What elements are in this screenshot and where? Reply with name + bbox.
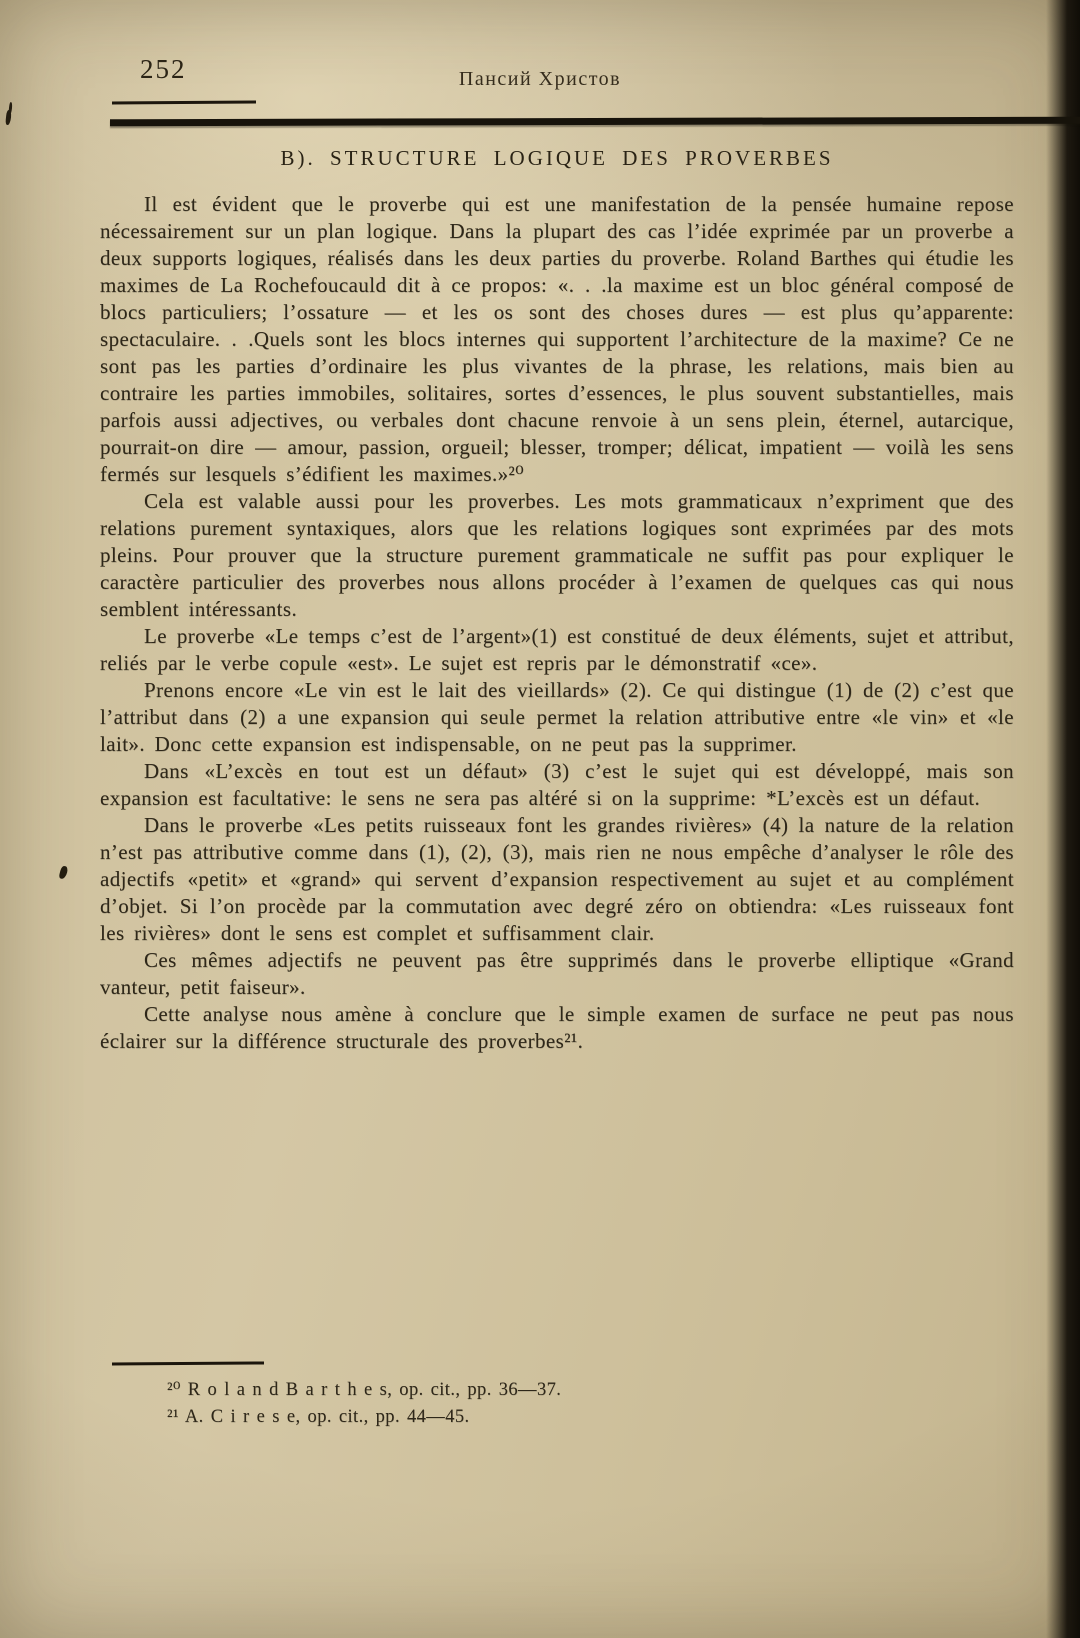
section-title: B). STRUCTURE LOGIQUE DES PROVERBES [280, 146, 834, 170]
paragraph: Cette analyse nous amène à conclure que le simple examen de surface ne peut pas nous éclairer sur la différence structurale des proverbes²¹. [100, 1002, 1014, 1053]
book-gutter-shadow [1046, 0, 1080, 1638]
paragraph: Le proverbe «Le temps c’est de l’argent»(1) est constitué de deux éléments, sujet et attribut, reliés par le verbe copule «est». Le sujet est repris par le démonstratif «ce». [100, 624, 1014, 675]
footnote-list [112, 1377, 1000, 1431]
header-rule [110, 117, 1080, 127]
footnote: ²¹ A. C i r e s e, op. cit., pp. 44—45. [167, 1407, 470, 1427]
paragraph: Cela est valable aussi pour les proverbes. Les mots grammaticaux n’expriment que des relations purement syntaxiques, alors que les relations logiques sont exprimées par des mots pleins. Pour prouver que la structure purement grammaticale ne suffit pas pour expliquer le caractère particulier des proverbes nous allons procéder à l’examen de quelques cas qui nous semblent intéressants. [100, 489, 1014, 621]
paragraph: Il est évident que le proverbe qui est une manifestation de la pensée humaine repose nécessairement sur un plan logique. Dans la plupart des cas l’idée exprimée par un proverbe a deux supports logiques, réalisés dans les deux parties du proverbe. Roland Barthes qui étudie les maximes de La Rochefoucauld dit à ce propos: «. . .la maxime est un bloc général composé de blocs particuliers; l’ossature — et les os sont des choses dures — est plus qu’apparente: spectaculaire. . .Quels sont les blocs internes qui supportent l’architecture de la maxime? Ce ne sont pas les parties d’ordinaire les plus vivantes de la phrase, les relations, mais bien au contraire les parties immobiles, solitaires, sortes d’essences, le plus souvent substantielles, mais parfois aussi adjectives, ou verbales dont chacune renvoie à un sens plein, éternel, autarcique, pourrait-on dire — amour, passion, orgueil; blesser, tromper; délicat, impatient — voilà les sens fermés sur lesquels s’édifient les maximes.»²⁰ [100, 192, 1014, 486]
running-header: Пансий Христов [458, 68, 622, 90]
page-number: 252 [140, 54, 187, 84]
footnotes [112, 1362, 1000, 1431]
footnote-separator [112, 1361, 264, 1365]
paragraphs [100, 191, 1014, 1055]
footnote: ²⁰ R o l a n d B a r t h e s, op. cit., pp. 36—37. [167, 1380, 562, 1400]
paragraph: Prenons encore «Le vin est le lait des vieillards» (2). Ce qui distingue (1) de (2) c’est que l’attribut dans (2) a une expansion qui seule permet la relation attributive entre «le vin» et «le lait». Donc cette expansion est indispensable, on ne peut pas la supprimer. [100, 678, 1014, 756]
ink-mark [59, 865, 69, 879]
page-number-underline [112, 100, 256, 104]
paragraph: Dans le proverbe «Les petits ruisseaux font les grandes rivières» (4) la nature de la relation n’est pas attributive comme dans (1), (2), (3), mais rien ne nous empêche d’analyser le rôle des adjectifs «petit» et «grand» qui servent d’expansion respectivement au sujet et au complément d’objet. Si l’on procède par la commutation avec degré zéro on obtiendra: «Les ruisseaux font les rivières» dont le sens est complet et suffisamment clair. [100, 813, 1014, 945]
paragraph: Dans «L’excès en tout est un défaut» (3) c’est le sujet qui est développé, mais son expansion est facultative: le sens ne sera pas altéré si on la supprime: *L’excès est un défaut. [100, 759, 1014, 810]
paragraph: Ces mêmes adjectifs ne peuvent pas être supprimés dans le proverbe elliptique «Grand vanteur, petit faiseur». [100, 948, 1014, 999]
page-body [100, 140, 1014, 1055]
ink-mark [5, 110, 12, 125]
